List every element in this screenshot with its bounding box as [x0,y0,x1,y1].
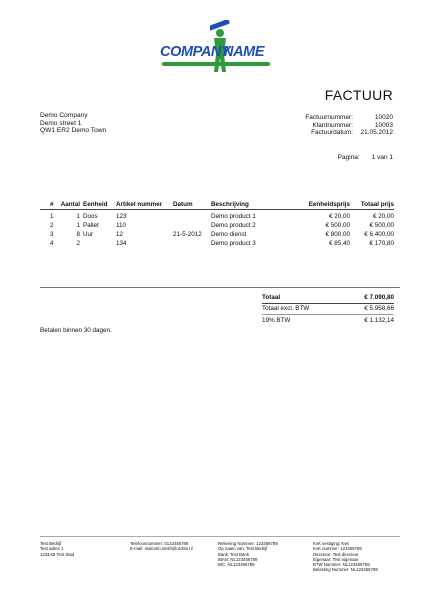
subtotal-value: € 5.958,66 [364,305,394,313]
cell-description: Demo dienst [211,230,247,238]
vat-row [262,315,394,327]
footer-line: Belasting Nummer: NL123456789 [313,567,378,573]
cell-number: 2 [50,221,54,229]
cell-article: 134 [116,240,127,248]
total-row [262,292,394,304]
subtotal-excl-vat-row [262,304,394,316]
column-header: Datum [173,201,193,209]
footer-line: E-mail: malcolm.smith@ordnis.nl [130,546,193,552]
footer-line: BTW Nummer: NL123456789 [313,562,370,568]
cell-total-price: € 6.400,00 [364,230,394,238]
cell-description: Demo product 3 [211,240,256,248]
cell-description: Demo product 1 [211,212,256,220]
logo-swoosh [162,62,270,66]
cell-article: 12 [116,230,124,238]
meta-label: Klantnummer: [312,121,353,129]
cell-unit-price: € 20,00 [328,212,350,220]
footer-line: KvK vestiging: KvK [313,541,350,546]
subtotal-label: Totaal excl. BTW [262,305,310,313]
table-row [40,221,394,230]
totals-block [262,292,394,327]
footer-line: Eigenaar: Test eigenaar [313,556,359,562]
page-number [338,154,393,161]
cell-number: 1 [50,212,54,220]
cell-description: Demo product 2 [211,221,256,229]
company-logo [160,20,272,76]
cell-number: 3 [50,230,54,238]
meta-value: 10020 [374,114,393,121]
column-header: Beschrijving [211,201,249,209]
footer-line: Directeur: Test directeur [313,551,359,557]
footer [40,541,403,573]
column-header: Artikel nummer [116,201,163,209]
meta-row-invoice-number [305,114,393,122]
column-header: Aantal [60,201,80,209]
footer-bank-column [218,541,313,573]
cell-total-price: € 170,80 [369,240,394,248]
meta-label: Factuurdatum: [311,129,353,137]
table-header-row [40,201,394,210]
page-value: 1 van 1 [371,154,393,161]
footer-line: KvK nummer: 123456789 [313,546,362,552]
cell-unit: Uur [83,230,94,238]
items-divider [40,287,400,288]
meta-value: 21.05.2012 [360,129,393,137]
logo-word-company: COMPANY [160,44,231,60]
document-title: FACTUUR [324,87,393,103]
total-value: € 7.090,80 [364,293,394,301]
cell-date: 21-5-2012 [173,230,202,238]
cell-quantity: 1 [76,221,80,229]
footer-line: 1234AB Test Stad [40,551,75,557]
table-row [40,239,394,248]
footer-line: Telefoonnummer: 0123456789 [130,541,189,546]
footer-line: Op naam van: Test Bedrijf [218,546,268,552]
column-header: Totaal prijs [360,201,394,209]
cell-unit: Doos [83,212,98,220]
cell-unit-price: € 500,00 [325,221,350,229]
footer-line: Bank: Test Bank [218,551,249,557]
cell-unit: Pallet [83,221,99,229]
footer-company-column [40,541,130,573]
cell-total-price: € 500,00 [369,221,394,229]
cell-article: 110 [116,221,127,229]
meta-row-invoice-date [305,129,393,137]
items-table [40,201,394,248]
cell-unit-price: € 800,00 [325,230,350,238]
cell-number: 4 [50,240,54,248]
page-label: Pagina: [337,154,360,161]
invoice-meta [305,114,393,137]
footer-contact-column [130,541,218,573]
cell-quantity: 8 [76,230,80,238]
footer-line: BIC: NL123456789 [218,562,255,568]
table-row [40,230,394,239]
cell-quantity: 1 [76,212,80,220]
logo-word-name: NAME [223,44,265,60]
footer-line: Rekening Nummer: 123456789 [218,541,278,546]
company-name: Demo Company [40,112,88,119]
column-header: Eenheidsprijs [308,201,350,209]
vat-label: 19% BTW [262,317,291,325]
column-header: # [50,201,54,209]
column-header: Eenheid [83,201,108,209]
table-row [40,212,394,221]
footer-line: Test Bedrijf [40,541,62,546]
meta-value: 10003 [374,121,393,129]
footer-registration-column [313,541,403,573]
cell-unit-price: € 85,40 [328,240,350,248]
vat-value: € 1.132,14 [364,317,394,325]
company-street: Demo street 1 [40,119,82,127]
footer-line: Test adres 1 [40,546,64,552]
company-city: QW1 ER2 Demo Town [40,127,107,135]
total-label: Totaal [262,293,281,301]
cell-article: 123 [116,212,127,220]
footer-divider [40,536,400,537]
payment-note: Betalen binnen 30 dagen. [40,327,112,334]
company-address [40,112,106,135]
cell-quantity: 2 [76,240,80,248]
meta-label: Factuurnummer: [305,114,353,121]
meta-row-customer-number [305,122,393,130]
cell-total-price: € 20,00 [372,212,394,220]
footer-line: IBAN: NL123456789 [218,556,258,562]
